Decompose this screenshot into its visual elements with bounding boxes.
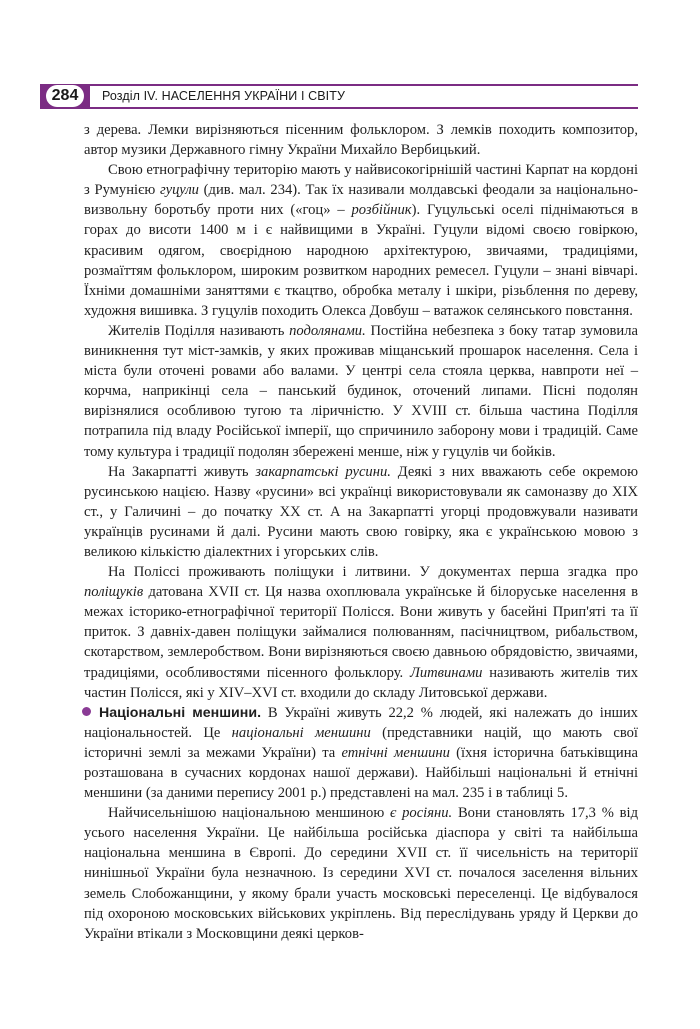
section-title: Розділ IV. НАСЕЛЕННЯ УКРАЇНИ І СВІТУ (102, 89, 346, 103)
text-run: В Україні живуть 22,2 % людей, які належать до інших національностей. Це (84, 704, 638, 741)
italic-term: гуцули (159, 182, 199, 199)
text-run: датована XVII ст. Ця назва охоплювала українське й білоруське населення в межах історико-етнографічної території Полісся. Вони живуть у басейні Прип'яті та її приток. З давніх-давен поліщуки займалися полюванням, пасічництвом, рибальством, скотарством, землеробством. Вони вирізняються своєю давньою обрядовістю, звичаями, традиціями, особливостями пісенного фольклору. (84, 584, 638, 681)
text-run: Вони становлять 17,3 % від усього населення України. Це найбільша російська діаспора у світі та найбільша національна меншина в Європі. До середини XVII ст. її чисельність на території нинішньої України була незначною. Із середини XVI ст. почалося заселення вільних земель Слобожанщини, у якому брали участь московські переселенці. Це відбувалося під охороною московських військових укріплень. Від переслідувань уряду й Церкви до України втікали з Московщини деякі церков- (84, 805, 639, 942)
italic-term: подолянами. (289, 322, 366, 339)
page-number: 284 (46, 85, 84, 107)
paragraph-hutsuls (84, 160, 638, 321)
header-rule-top (90, 84, 638, 86)
text-run: називають жителів тих частин Полісся, які у XIV–XVI ст. входили до складу Литовської держави. (84, 664, 638, 701)
text-run: Постійна небезпека з боку татар зумовила виникнення тут міст-замків, у яких проживав міщанський прошарок населення. Села і міста були оточені ровами або валами. У центрі села стояла церква, навпроти неї – корчма, наприкінці села – панський будинок, оточений липами. Пісні подолян вирізнялися особливою тугою та ліричністю. У XVIII ст. більша частина Поділля потрапила під владу Російської імперії, що спричинило заборону мови і традицій. Саме тому культура і традиції подолян збережені менше, ніж у гуцулів чи бойків. (84, 322, 638, 460)
text-run: На Поліссі проживають поліщуки і литвини. У документах перша згадка про (108, 564, 638, 581)
italic-term: розбійник (351, 202, 412, 219)
italic-term: національні меншини (231, 724, 371, 741)
text-run: з дерева. Лемки вирізняються пісенним фольклором. З лемків походить композитор, автор музики Державного гімну України Михайло Вербицький. (84, 122, 638, 159)
text-run: ). Гуцульські оселі піднімаються в горах до висоти 1400 м і є найвищими в Україні. Гуцули відомі своєю говіркою, красивим одягом, своєрідною народною архітектурою, звичаями, традиціями, розмаїттям фольклором, широким розвитком народних ремесел. Гуцули – знані вівчарі. Їхніми домашніми заняттями є ткацтво, обробка металу і шкіри, різьблення по дереву, художня вишивка. З гуцулів походить Олекса Довбуш – ватажок селянського повстання. (84, 202, 639, 319)
text-run: Свою етнографічну територію мають у найвисокогірнішій частині Карпат на кордоні з Румунією (84, 162, 638, 199)
text-run: (представники націй, що мають свої історичні землі за межами України) та (84, 724, 638, 761)
text-run: Жителів Поділля називають (108, 322, 290, 339)
paragraph-russians (84, 803, 638, 944)
paragraph-polissia (84, 562, 638, 703)
page-body (84, 120, 638, 944)
text-run: Деякі з них вважають себе окремою русинською нацією. Назву «русини» всі українці використовували як самоназву до XIX ст., у Галичині – до початку XX ст. А на Закарпатті угорці продовжували називати українців русинами й далі. Русини мають свою говірку, яка є українською мовою з великою кількістю діалектних і угорських слів. (84, 463, 638, 560)
subheading: Національні меншини. (99, 704, 262, 721)
text-run: Найчисельнішою національною меншиною (108, 805, 390, 822)
bullet-icon (82, 707, 91, 716)
text-run: (їхня історична батьківщина розташована в сучасних кордонах нашої держави). Найбільші національні й етнічні меншини (за даними перепису 2001 р.) представлені на мал. 235 і в таблиці 5. (84, 744, 639, 802)
italic-term: поліщуків (84, 584, 144, 601)
paragraph-zakarpattia (84, 462, 638, 562)
paragraph-1 (84, 120, 638, 160)
italic-term: етнічні меншини (341, 744, 450, 761)
paragraph-national-minorities (84, 703, 638, 803)
paragraph-podillia (84, 321, 638, 462)
page-header (40, 82, 638, 109)
header-rule-bottom (40, 107, 638, 109)
italic-term: закарпатські русини. (255, 463, 391, 480)
page-number-tab (40, 84, 90, 109)
italic-term: є росіяни. (389, 805, 453, 822)
text-run: (див. мал. 234). Так їх називали молдавські феодали за національно-визвольну боротьбу проти них («гоц» – (84, 182, 638, 219)
text-run: На Закарпатті живуть (108, 463, 256, 480)
italic-term: Литвинами (409, 664, 483, 681)
